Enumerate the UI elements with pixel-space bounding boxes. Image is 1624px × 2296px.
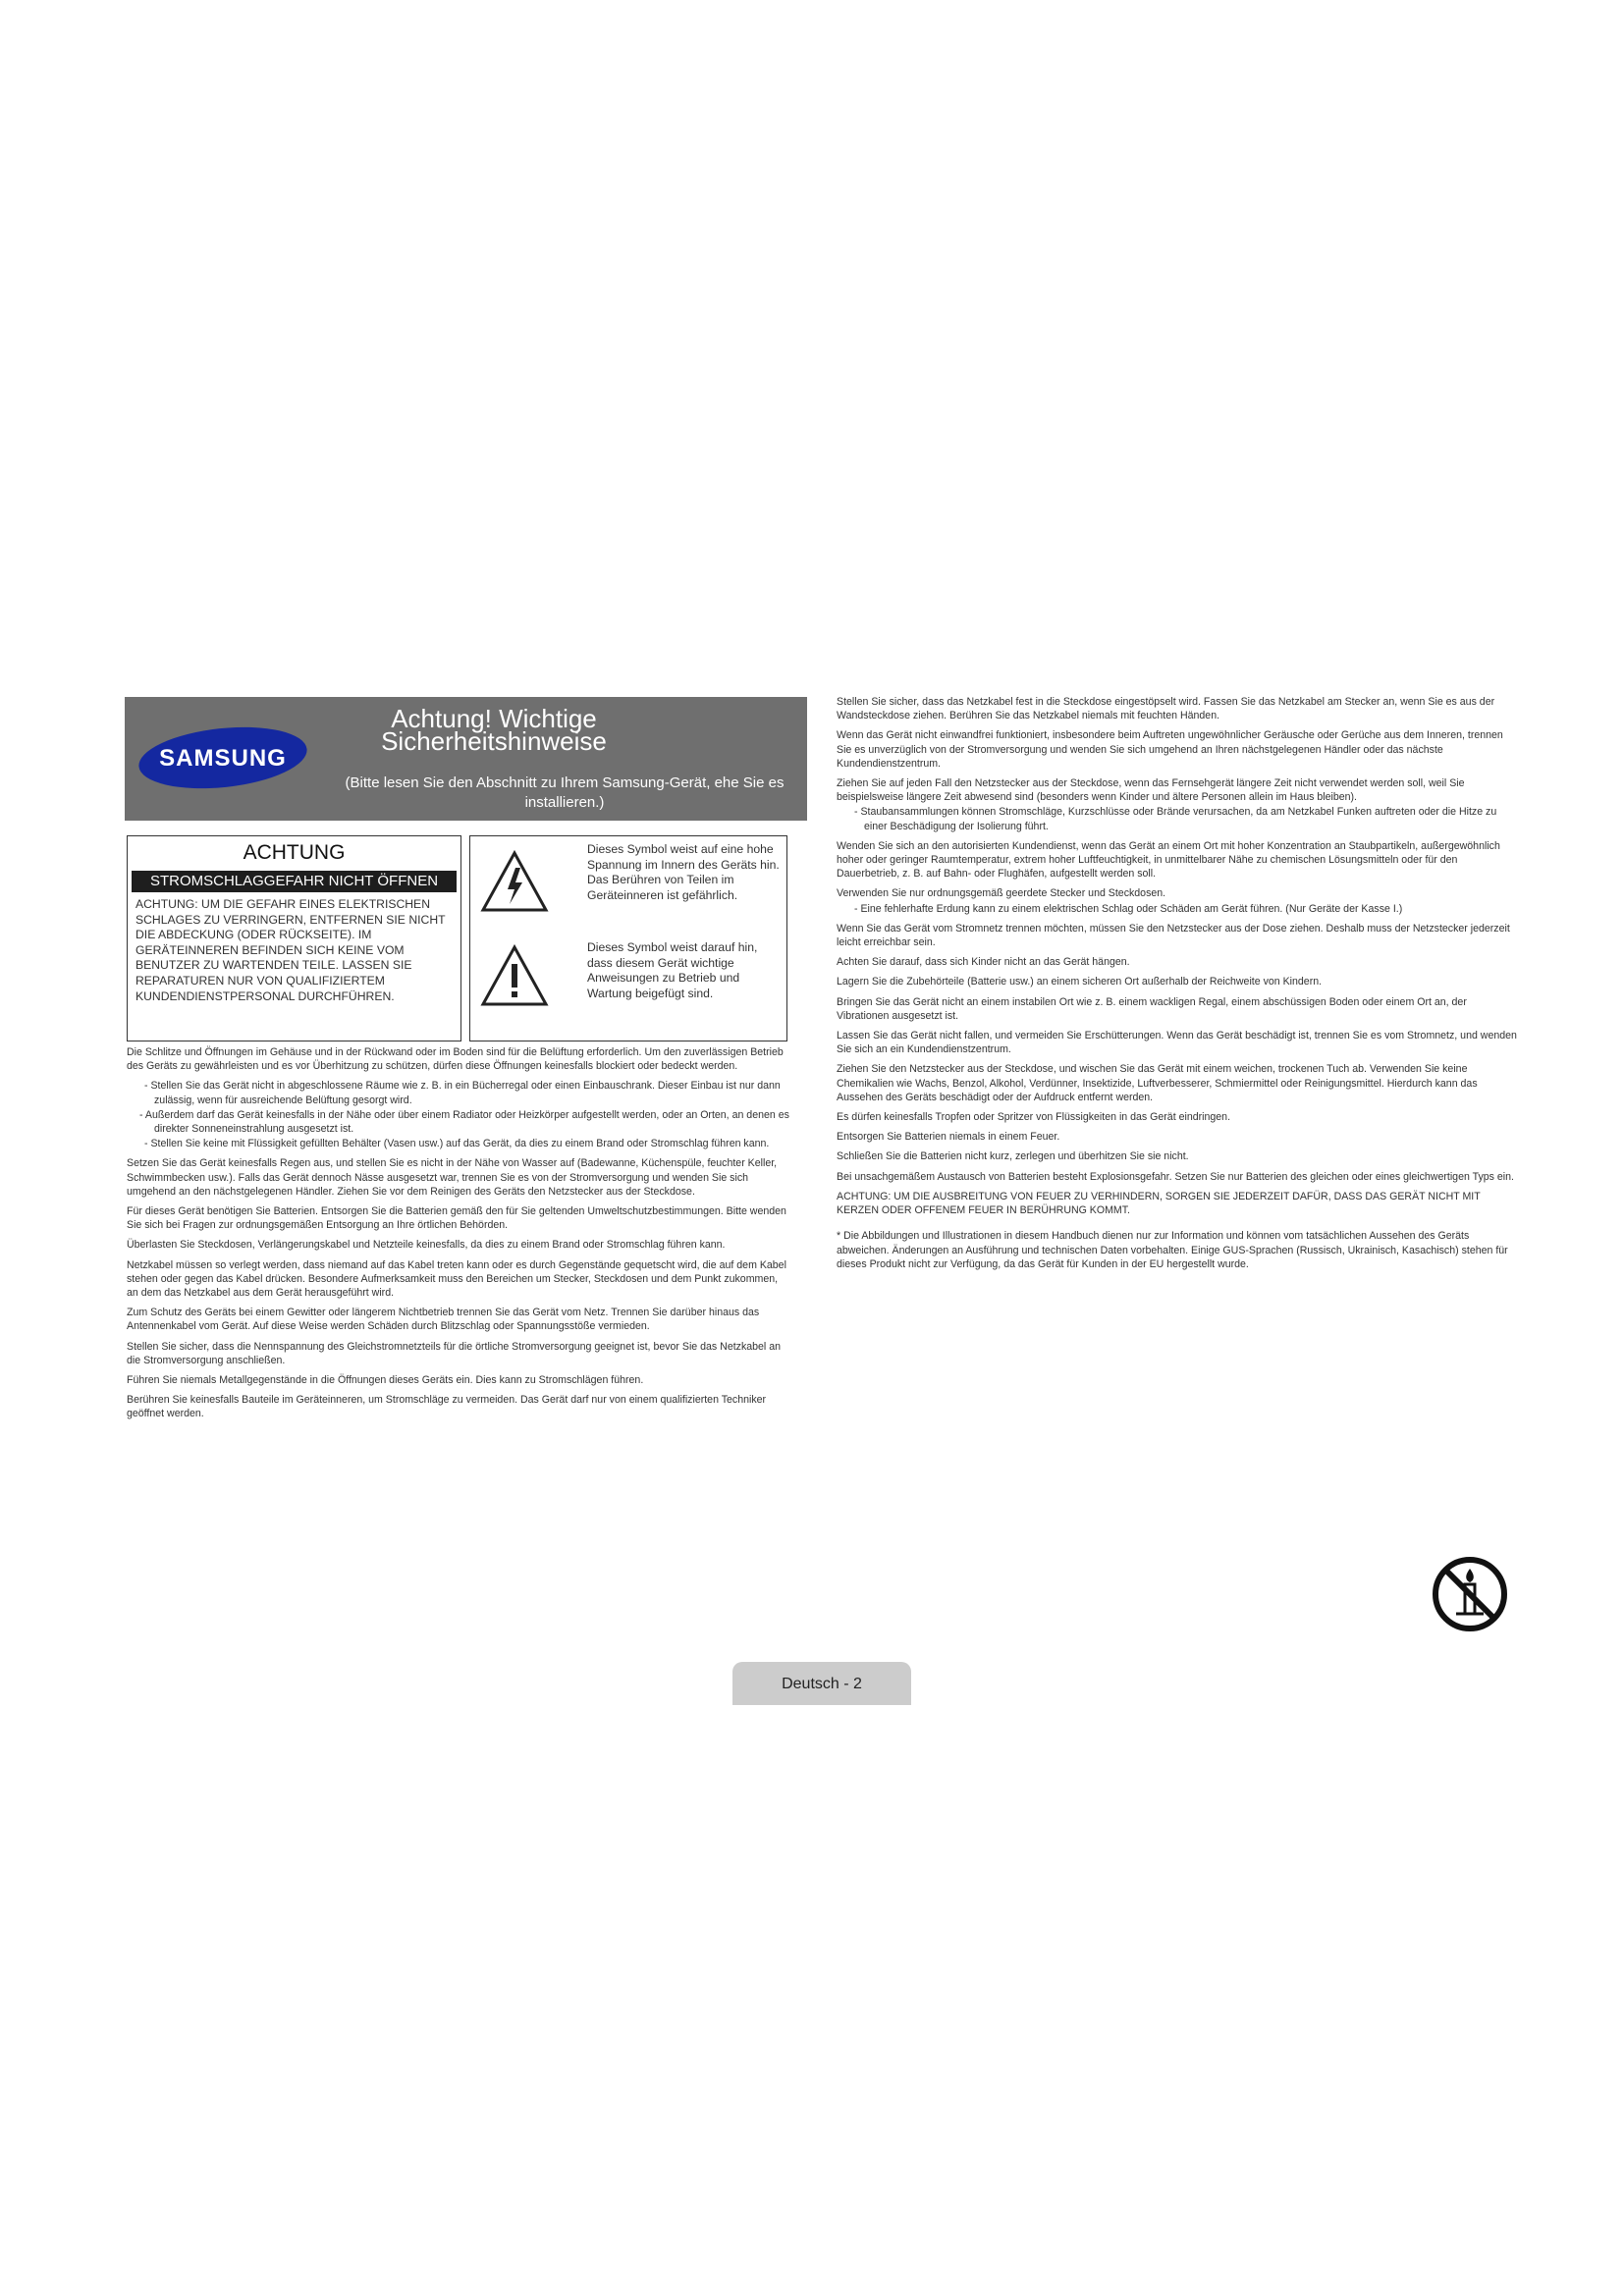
paragraph: Es dürfen keinesfalls Tropfen oder Spritzer von Flüssigkeiten in das Gerät eindringen.: [837, 1111, 1231, 1124]
bullet-item: - Eine fehlerhafte Erdung kann zu einem elektrischen Schlag oder Schäden am Gerät führen. (Nur Geräte der Kasse I.): [854, 902, 1403, 915]
lightning-triangle-icon: [480, 850, 549, 913]
paragraph: Schließen Sie die Batterien nicht kurz, zerlegen und überhitzen Sie sie nicht.: [837, 1150, 1189, 1163]
bullet-item: - Staubansammlungen können Stromschläge, Kurzschlüsse oder Brände verursachen, da am Netzkabel Funken auftreten oder die Hitze zu einer Beschädigung der Isolierung führt.: [854, 806, 1497, 832]
paragraph: Wenn Sie das Gerät vom Stromnetz trennen möchten, müssen Sie den Netzstecker aus der Dose ziehen. Deshalb muss der Netzstecker jederzeit leicht erreichbar sein.: [837, 922, 1510, 949]
paragraph: Setzen Sie das Gerät keinesfalls Regen aus, und stellen Sie es nicht in der Nähe von Wasser auf (Badewanne, Küchenspüle, feuchter Keller, Schwimmbecken usw.). Falls das Gerät dennoch Nässe ausgesetzt war, trennen Sie es von der Stromversorgung und wenden Sie sich umgehend an den nächstgelegenen Händler. Ziehen Sie vor dem Reinigen des Geräts den Netzstecker aus der Steckdose.: [127, 1157, 778, 1198]
page-subtitle: (Bitte lesen Sie den Abschnitt zu Ihrem Samsung-Gerät, ehe Sie es installieren.): [345, 774, 785, 811]
symbol-box: [469, 835, 787, 1041]
svg-text:SAMSUNG: SAMSUNG: [159, 745, 287, 772]
paragraph: Stellen Sie sicher, dass das Netzkabel fest in die Steckdose eingestöpselt wird. Fassen Sie das Netzkabel am Stecker an, wenn Sie es aus der Wandsteckdose ziehen. Berühren Sie das Netzkabel niemals mit feuchten Händen.: [837, 696, 1495, 722]
title-line-1: Achtung! Wichtige: [391, 704, 597, 733]
paragraph: Führen Sie niemals Metallgegenstände in die Öffnungen dieses Geräts ein. Dies kann zu Stromschlägen führen.: [127, 1374, 644, 1387]
paragraph: Bringen Sie das Gerät nicht an einem instabilen Ort wie z. B. einem wackligen Regal, einem abschüssigen Boden oder einem Ort an, der Vibrationen ausgesetzt ist.: [837, 995, 1467, 1022]
bullet-item: - Außerdem darf das Gerät keinesfalls in der Nähe oder über einem Radiator oder Heizkörper aufgestellt werden, oder an Orten, an denen es direkter Sonneneinstrahlung ausgesetzt ist.: [139, 1108, 789, 1136]
paragraph: Stellen Sie sicher, dass die Nennspannung des Gleichstromnetzteils für die örtliche Stromversorgung geeignet ist, bevor Sie das Netzkabel an die Stromversorgung anschließen.: [127, 1340, 782, 1366]
paragraph: ACHTUNG: UM DIE AUSBREITUNG VON FEUER ZU VERHINDERN, SORGEN SIE JEDERZEIT DAFÜR, DASS DAS GERÄT NICHT MIT KERZEN ODER OFFENEM FEUER IN BERÜHRUNG KOMMT.: [837, 1190, 1481, 1217]
bullet-item: - Stellen Sie das Gerät nicht in abgeschlossene Räume wie z. B. in ein Bücherregal oder einen Einbauschrank. Dieser Einbau ist nur dann zulässig, wenn für ausreichende Belüftung gesorgt wird.: [144, 1080, 781, 1106]
no-candle-icon: [1431, 1555, 1509, 1633]
paragraph: Achten Sie darauf, dass sich Kinder nicht an das Gerät hängen.: [837, 956, 1130, 969]
paragraph: Für dieses Gerät benötigen Sie Batterien. Entsorgen Sie die Batterien gemäß den für Sie geltenden Umweltschutzbestimmungen. Bitte wenden Sie sich bei Fragen zur ordnungsgemäßen Entsorgung an Ihre örtlichen Behörden.: [127, 1205, 786, 1232]
paragraph: Entsorgen Sie Batterien niemals in einem Feuer.: [837, 1131, 1060, 1144]
page-number-tab: Deutsch - 2: [732, 1662, 911, 1705]
paragraph: Netzkabel müssen so verlegt werden, dass niemand auf das Kabel treten kann oder es durch Gegenstände gequetscht wird, die auf dem Kabel stehen oder gegen das Kabel drücken. Besondere Aufmerksamkeit muss den Bereichen um Stecker, Steckdosen und dem Punkt zukommen, an dem das Netzkabel aus dem Gerät herausgeführt wird.: [127, 1258, 786, 1300]
footnote: * Die Abbildungen und Illustrationen in diesem Handbuch dienen nur zur Information und können vom tatsächlichen Aussehen des Geräts abweichen. Änderungen an Ausführung und technischen Daten vorbehalten. Einige GUS-Sprachen (Russisch, Ukrainisch, Kasachisch) stehen für dieses Produkt nicht zur Verfügung, da das Gerät für Kunden in der EU hergestellt wurde.: [837, 1230, 1508, 1270]
paragraph: Lassen Sie das Gerät nicht fallen, und vermeiden Sie Erschütterungen. Wenn das Gerät beschädigt ist, trennen Sie es vom Stromnetz, und wenden Sie sich an ein Kundendienstzentrum.: [837, 1030, 1517, 1056]
symbol-text-voltage: Dieses Symbol weist auf eine hohe Spannung im Innern des Geräts hin. Das Berühren von Teilen im Geräteinneren ist gefährlich.: [587, 842, 780, 902]
caution-bar: STROMSCHLAGGEFAHR NICHT ÖFFNEN: [132, 871, 457, 892]
caution-text: ACHTUNG: UM DIE GEFAHR EINES ELEKTRISCHEN SCHLAGES ZU VERRINGERN, ENTFERNEN SIE NICHT DIE ABDECKUNG (ODER RÜCKSEITE). IM GERÄTEINNEREN BEFINDEN SICH KEINE VOM BENUTZER ZU WARTENDEN TEILE. LASSEN SIE REPARATUREN NUR VON QUALIFIZIERTEM KUNDENDIENSTPERSONAL DURCHFÜHREN.: [135, 897, 446, 1003]
samsung-logo: [136, 726, 309, 789]
paragraph: Die Schlitze und Öffnungen im Gehäuse und in der Rückwand oder im Boden sind für die Belüftung erforderlich. Um den zuverlässigen Betrieb des Geräts zu gewährleisten und es vor Überhitzung zu schützen, dürfen diese Öffnungen keinesfalls blockiert oder bedeckt werden.: [127, 1046, 784, 1073]
paragraph: Wenn das Gerät nicht einwandfrei funktioniert, insbesondere beim Auftreten ungewöhnlicher Geräusche oder Gerüche aus dem Inneren, trennen Sie es unverzüglich von der Stromversorgung und wenden Sie sich umgehend an Ihren nächstgelegenen Händler oder das nächste Kundendienstzentrum.: [837, 729, 1503, 770]
paragraph: Überlasten Sie Steckdosen, Verlängerungskabel und Netzteile keinesfalls, da dies zu einem Brand oder Stromschlag führen kann.: [127, 1239, 726, 1252]
paragraph: Berühren Sie keinesfalls Bauteile im Geräteinneren, um Stromschläge zu vermeiden. Das Gerät darf nur von einem qualifizierten Techniker geöffnet werden.: [127, 1394, 767, 1420]
page-title: [337, 704, 651, 756]
paragraph: Zum Schutz des Geräts bei einem Gewitter oder längerem Nichtbetrieb trennen Sie das Gerät vom Netz. Trennen Sie darüber hinaus das Antennenkabel vom Gerät. Auf diese Weise werden Schäden durch Blitzschlag oder Spannungsstöße vermieden.: [127, 1307, 760, 1333]
right-column: [837, 695, 1518, 1277]
paragraph: Bei unsachgemäßem Austausch von Batterien besteht Explosionsgefahr. Setzen Sie nur Batterien des gleichen oder eines gleichwertigen Typs ein.: [837, 1170, 1514, 1183]
paragraph: Verwenden Sie nur ordnungsgemäß geerdete Stecker und Steckdosen.: [837, 887, 1166, 900]
exclamation-triangle-icon: [480, 944, 549, 1007]
caution-box: [127, 835, 461, 1041]
left-column: [127, 1045, 790, 1427]
header-banner: [125, 697, 807, 821]
bullet-item: - Stellen Sie keine mit Flüssigkeit gefüllten Behälter (Vasen usw.) auf das Gerät, da dies zu einem Brand oder Stromschlag führen kann.: [144, 1138, 770, 1150]
paragraph: Wenden Sie sich an den autorisierten Kundendienst, wenn das Gerät an einem Ort mit hoher Konzentration an Staubpartikeln, außergewöhnlich hoher oder geringer Raumtemperatur, extrem hoher Luftfeuchtigkeit, in unmittelbarer Nähe zu chemischen Lösungsmitteln oder für den Dauerbetrieb, z. B. auf Bahn- oder Flughäfen, aufgestellt werden soll.: [837, 839, 1500, 881]
paragraph: Lagern Sie die Zubehörteile (Batterie usw.) an einem sicheren Ort außerhalb der Reichweite von Kindern.: [837, 976, 1323, 988]
caution-title: ACHTUNG: [243, 841, 346, 864]
title-line-2: Sicherheitshinweise: [381, 726, 607, 756]
paragraph: Ziehen Sie den Netzstecker aus der Steckdose, und wischen Sie das Gerät mit einem weichen, trockenen Tuch ab. Verwenden Sie keine Chemikalien wie Wachs, Benzol, Alkohol, Verdünner, Insektizide, Luftverbesserer, Schmiermittel oder Reinigungsmittel. Hierdurch kann das Aussehen des Geräts beschädigt oder der Aufdruck entfernt werden.: [837, 1063, 1478, 1103]
paragraph: Ziehen Sie auf jeden Fall den Netzstecker aus der Steckdose, wenn das Fernsehgerät längere Zeit nicht verwendet werden soll, weil Sie beispielsweise längere Zeit abwesend sind (besonders wenn Kinder und ältere Personen allein im Haus bleiben).: [837, 777, 1465, 804]
symbol-text-instructions: Dieses Symbol weist darauf hin, dass diesem Gerät wichtige Anweisungen zu Betrieb und Wartung beigefügt sind.: [587, 940, 758, 1000]
